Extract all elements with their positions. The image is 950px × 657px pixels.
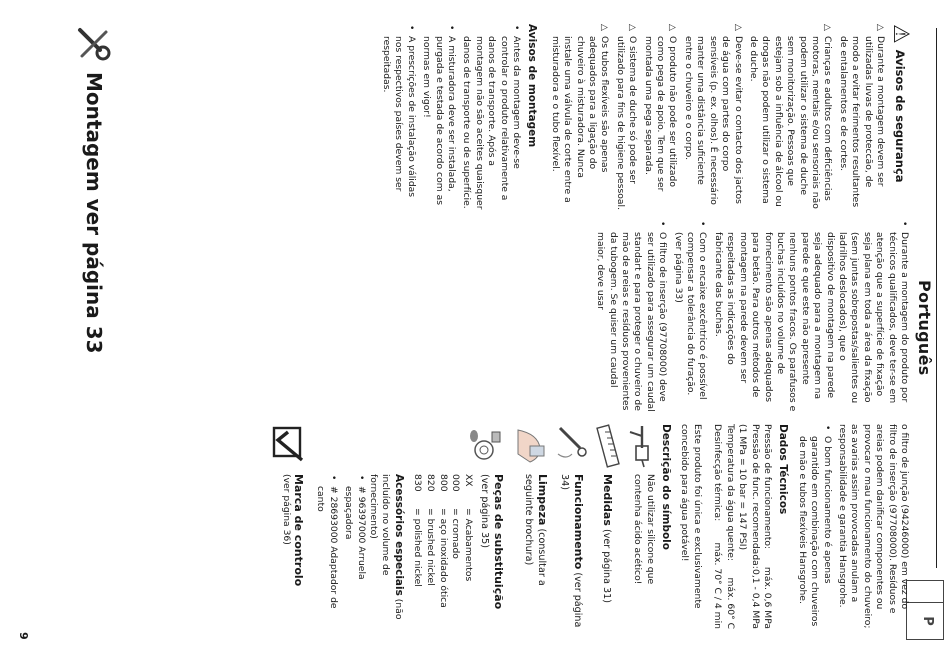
- column-3: [270, 424, 910, 629]
- operation-row: [554, 424, 588, 629]
- wrench-screwdriver-icon: [74, 24, 114, 64]
- cleaning-row: [510, 424, 548, 629]
- assembly-item: • Durante a montagem do produto por técnicos qualificados, deve ter-se em atenção que a superfície de fixação seja plana em toda a área da fixação (sem juntas sobrepostas/salientes ou ladrilhos deslocados), que o dispositivo de montagem na parede seja adequado para a montagem na parede e que este não apresente nenhuns pontos fracos. Os parafusos e buchas incluídos no volume de fornecimento são apenas adequados para betão. Para outros métodos de montagem na parede devem ser respeitadas as indicações do fabricante das buchas.: [712, 220, 911, 412]
- ruler-icon: [594, 424, 620, 468]
- spare-parts-icon: [464, 424, 504, 468]
- column-1: [377, 24, 913, 211]
- hand-cleaning-icon: [510, 424, 548, 468]
- function-note: • O bom funcionamento é apenas garantido em combinação com chuveiros de mão e tubos flexíveis Hansgrohe.: [795, 424, 832, 629]
- assembly-list: [380, 24, 522, 210]
- assembly-item: • A prescrições de instalação válidas nos respectivos países devem ser respeitadas.: [380, 24, 417, 210]
- symbol-text: Não utilizar silicone que contenha ácido acético!: [632, 474, 656, 585]
- safety-item: △ Deve-se evitar o contacto dos jactos de água com partes do corpo sensíveis (p. ex. olhos). É necessário manter uma distância suficiente entre o chuveiro e o corpo.: [682, 24, 744, 210]
- shower-operation-icon: [554, 424, 588, 468]
- finish-name: = aço inoxidado ótica: [437, 508, 449, 608]
- tech-data-row: [723, 424, 735, 629]
- safety-item: △ Crianças e adultos com deficiências motoras, mentais e/ou sensoriais não podem utilizar o sistema de duche sem monitorização. Pessoas que estejam sob a influência de álcool ou drogas não podem utilizar o sistema de duche.: [747, 24, 834, 210]
- tech-data-row: [761, 424, 773, 629]
- tech-data-table: [711, 424, 773, 629]
- safety-list: [548, 24, 886, 210]
- accessories-list: [314, 474, 367, 629]
- control-mark-ref: (ver página 36): [280, 474, 292, 545]
- finish-row: [461, 474, 474, 629]
- assembly-item: • Com o encaixe excêntrico é possível compensar a tolerância do furação. (ver página 33): [671, 220, 708, 412]
- safety-item: △ Durante a montagem devem ser utilizadas luvas de proteccão, de modo a evitar ferimentos resultantes de entalamentos e de cortes.: [836, 24, 886, 210]
- column-2: [591, 220, 910, 412]
- finish-row: [411, 474, 424, 629]
- finish-row: [449, 474, 462, 629]
- finish-name: = brushed nickel: [425, 508, 437, 586]
- control-mark-label: Marca de controlo: [292, 474, 306, 587]
- finish-code: 800: [437, 474, 449, 492]
- dimensions-label: Medidas: [601, 474, 615, 526]
- checkmark-box-icon: [270, 424, 304, 464]
- assembly-list-cont: [594, 220, 910, 412]
- header-rule: [936, 28, 937, 568]
- dimensions-row: [594, 424, 620, 629]
- finish-name: = Acabamentos: [462, 508, 474, 582]
- tech-data-value: máx. 60° C: [724, 577, 736, 629]
- tech-data-row: [748, 424, 760, 629]
- tech-data-label: Temperatura da água quente:: [724, 424, 736, 561]
- tech-data-heading: Dados Técnicos: [777, 424, 790, 515]
- accessories-block: [314, 474, 405, 629]
- spare-parts-row: [411, 424, 504, 629]
- safety-heading: [888, 24, 913, 210]
- tech-data-label: (1 MPa = 10 bar = 147 PSI): [737, 424, 749, 551]
- finish-name: = polished nickel: [412, 508, 424, 587]
- assembly-heading: Avisos de montagem: [526, 24, 539, 148]
- operation-ref: (ver página 34): [559, 474, 583, 628]
- assembly-item: • A misturadora deve ser instalada, purgada e testada de acordo com as normas em vigor!: [420, 24, 457, 210]
- finish-name: = cromado: [450, 508, 462, 559]
- page-title: Português: [915, 280, 934, 376]
- language-tab-box-front: [906, 602, 944, 640]
- tech-data-value: 0,1 - 0,4 MPa: [749, 569, 761, 629]
- finish-code: XX: [462, 474, 474, 487]
- assembly-item: • O filtro de inserção (97708000) deve ser utilizado para assegurar um caudal standart e para proteger o chuveiro de mão de areias e resíduos provenientes da tubogem. Se quiser um caudal maior, deve usar: [594, 220, 668, 412]
- tech-data-row: [711, 424, 723, 629]
- finish-code: 000: [450, 474, 462, 492]
- accessory-item: • # 96397000 Arruela espaçadora: [342, 474, 367, 629]
- finishes-table: [411, 474, 474, 629]
- operation-label: Funcionamento: [571, 474, 585, 570]
- safety-heading-text: Avisos de segurança: [893, 49, 908, 183]
- cleaning-label: Limpeza: [535, 474, 549, 526]
- symbol-row: [628, 424, 656, 629]
- safety-item: △ Os tubos flexíveis são apenas adequados para a ligação do chuveiro à misturadora. Nunca instale uma válvula de corte entre a misturadora e o tubo flexível.: [548, 24, 610, 210]
- accessory-item: • # 28693000 Adaptador de canto: [314, 474, 339, 629]
- accessories-label: Acessórios especiais: [392, 474, 405, 596]
- accessories-note: (não incluído no volume de fornecimento): [368, 474, 404, 620]
- dimensions-ref: (ver página 31): [601, 528, 613, 603]
- finish-row: [424, 474, 437, 629]
- finish-code: 830: [412, 474, 424, 492]
- finish-row: [436, 474, 449, 629]
- safety-item: △ O sistema de duche só pode ser utilizado para fins de higiene pessoal.: [613, 24, 638, 210]
- tech-data-row: [736, 424, 748, 629]
- language-tab: [906, 580, 944, 640]
- symbol-heading: Descrição do símbolo: [660, 424, 673, 550]
- tech-data-value: máx. 70° C / 4 min: [712, 542, 724, 629]
- tech-data-value: máx. 0,6 MPa: [761, 566, 773, 629]
- tech-data-label: Desinfecção térmica:: [712, 424, 724, 522]
- assembly-see-page: [74, 24, 114, 384]
- finish-code: 820: [425, 474, 437, 492]
- page-number: 9: [17, 632, 30, 640]
- cleaning-ref: (consultar a seguinte brochura): [523, 474, 547, 586]
- tech-data-label: Pressão de funcionamento:: [761, 424, 773, 550]
- assembly-see-page-text: Montagem ver página 33: [82, 72, 106, 354]
- safety-item: △ O produto não pode ser utilizado como pega de apoio. Tem que ser montada uma pega separada.: [641, 24, 678, 210]
- language-tab-label: P: [920, 616, 935, 626]
- potable-water-note: Este produto foi única e exclusivamente concebido para água potável!: [679, 424, 703, 609]
- spare-parts-ref: (ver página 35): [479, 474, 491, 549]
- control-mark-row: [270, 424, 304, 629]
- tech-data-label: Pressão de func. recomendada:: [749, 424, 761, 569]
- spare-parts-label: Peças de substituição: [491, 474, 505, 610]
- function-note-list: [795, 424, 832, 629]
- silicone-gun-icon: [628, 424, 656, 468]
- assembly-item: • Antes da montagem deve-se controlar o produto relativamente a danos de transporte. Após a montagem não são aceites quaisquer danos de transporte ou de superfície.: [460, 24, 522, 210]
- filter-text: o filtro de junção (94246000) em vez do filtro de inserção (97708000). Resíduos e areias podem danificar componentes ou provocar o mau funcionamento do chuveiro; as avarias assim provocadas anulam a responsabilidade e garantia Hansgrohe.: [836, 424, 910, 629]
- warning-icon: ⚠: [888, 24, 913, 44]
